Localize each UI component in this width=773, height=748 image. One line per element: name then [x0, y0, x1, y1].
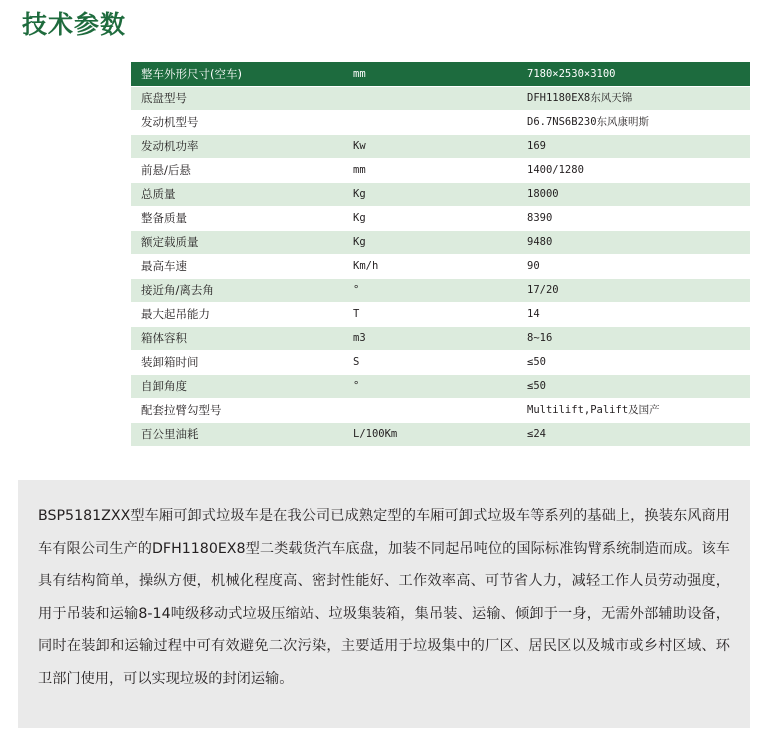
table-row	[131, 159, 750, 183]
spec-name: 底盘型号	[131, 87, 353, 111]
spec-value: 1400/1280	[527, 159, 750, 183]
spec-name: 前悬/后悬	[131, 159, 353, 183]
spec-name: 百公里油耗	[131, 423, 353, 447]
spec-value: ≤50	[527, 351, 750, 375]
description-box	[18, 480, 750, 728]
spec-unit: L/100Km	[353, 423, 527, 447]
table-row	[131, 423, 750, 447]
spec-value: 7180×2530×3100	[527, 62, 750, 87]
spec-value: 14	[527, 303, 750, 327]
spec-name: 发动机型号	[131, 111, 353, 135]
spec-unit	[353, 111, 527, 135]
spec-unit	[353, 399, 527, 423]
spec-value: D6.7NS6B230东风康明斯	[527, 111, 750, 135]
spec-unit: Km/h	[353, 255, 527, 279]
spec-unit: °	[353, 375, 527, 399]
spec-name: 自卸角度	[131, 375, 353, 399]
spec-value: 90	[527, 255, 750, 279]
table-row	[131, 303, 750, 327]
spec-unit: °	[353, 279, 527, 303]
spec-unit: T	[353, 303, 527, 327]
spec-unit: Kg	[353, 231, 527, 255]
spec-value: Multilift,Palift及国产	[527, 399, 750, 423]
spec-value: 169	[527, 135, 750, 159]
spec-unit: mm	[353, 62, 527, 87]
spec-value: 17/20	[527, 279, 750, 303]
spec-name: 接近角/离去角	[131, 279, 353, 303]
spec-unit: S	[353, 351, 527, 375]
table-row	[131, 207, 750, 231]
spec-value: ≤50	[527, 375, 750, 399]
spec-value: 18000	[527, 183, 750, 207]
spec-unit: m3	[353, 327, 527, 351]
table-row	[131, 135, 750, 159]
spec-name: 整车外形尺寸(空车)	[131, 62, 353, 87]
table-row	[131, 327, 750, 351]
spec-unit: Kw	[353, 135, 527, 159]
table-row	[131, 111, 750, 135]
spec-unit: mm	[353, 159, 527, 183]
table-row	[131, 375, 750, 399]
spec-name: 整备质量	[131, 207, 353, 231]
spec-value: 8390	[527, 207, 750, 231]
spec-name: 发动机功率	[131, 135, 353, 159]
spec-unit	[353, 87, 527, 111]
table-row	[131, 87, 750, 111]
spec-value: 8~16	[527, 327, 750, 351]
spec-name: 额定载质量	[131, 231, 353, 255]
table-row	[131, 255, 750, 279]
spec-value: DFH1180EX8东风天锦	[527, 87, 750, 111]
page-title: 技术参数	[22, 10, 127, 39]
spec-name: 配套拉臂勾型号	[131, 399, 353, 423]
spec-name: 最大起吊能力	[131, 303, 353, 327]
spec-table-header-row	[131, 62, 750, 87]
table-row	[131, 231, 750, 255]
spec-name: 装卸箱时间	[131, 351, 353, 375]
spec-unit: Kg	[353, 183, 527, 207]
spec-name: 箱体容积	[131, 327, 353, 351]
spec-table	[131, 62, 750, 447]
table-row	[131, 351, 750, 375]
spec-value: ≤24	[527, 423, 750, 447]
table-row	[131, 399, 750, 423]
table-row	[131, 183, 750, 207]
description-text: BSP5181ZXX型车厢可卸式垃圾车是在我公司已成熟定型的车厢可卸式垃圾车等系列的基础上，换装东风商用车有限公司生产的DFH1180EX8型二类载货汽车底盘，加装不同起吊吨位的国际标准钩臂系统制造而成。该车具有结构简单，操纵方便，机械化程度高、密封性能好、工作效率高、可节省人力，减轻工作人员劳动强度，用于吊装和运输8-14吨级移动式垃圾压缩站、垃圾集装箱，集吊装、运输、倾卸于一身，无需外部辅助设备，同时在装卸和运输过程中可有效避免二次污染，主要适用于垃圾集中的厂区、居民区以及城市或乡村区域、环卫部门使用，可以实现垃圾的封闭运输。	[38, 508, 730, 687]
spec-name: 总质量	[131, 183, 353, 207]
spec-value: 9480	[527, 231, 750, 255]
table-row	[131, 279, 750, 303]
spec-unit: Kg	[353, 207, 527, 231]
spec-name: 最高车速	[131, 255, 353, 279]
